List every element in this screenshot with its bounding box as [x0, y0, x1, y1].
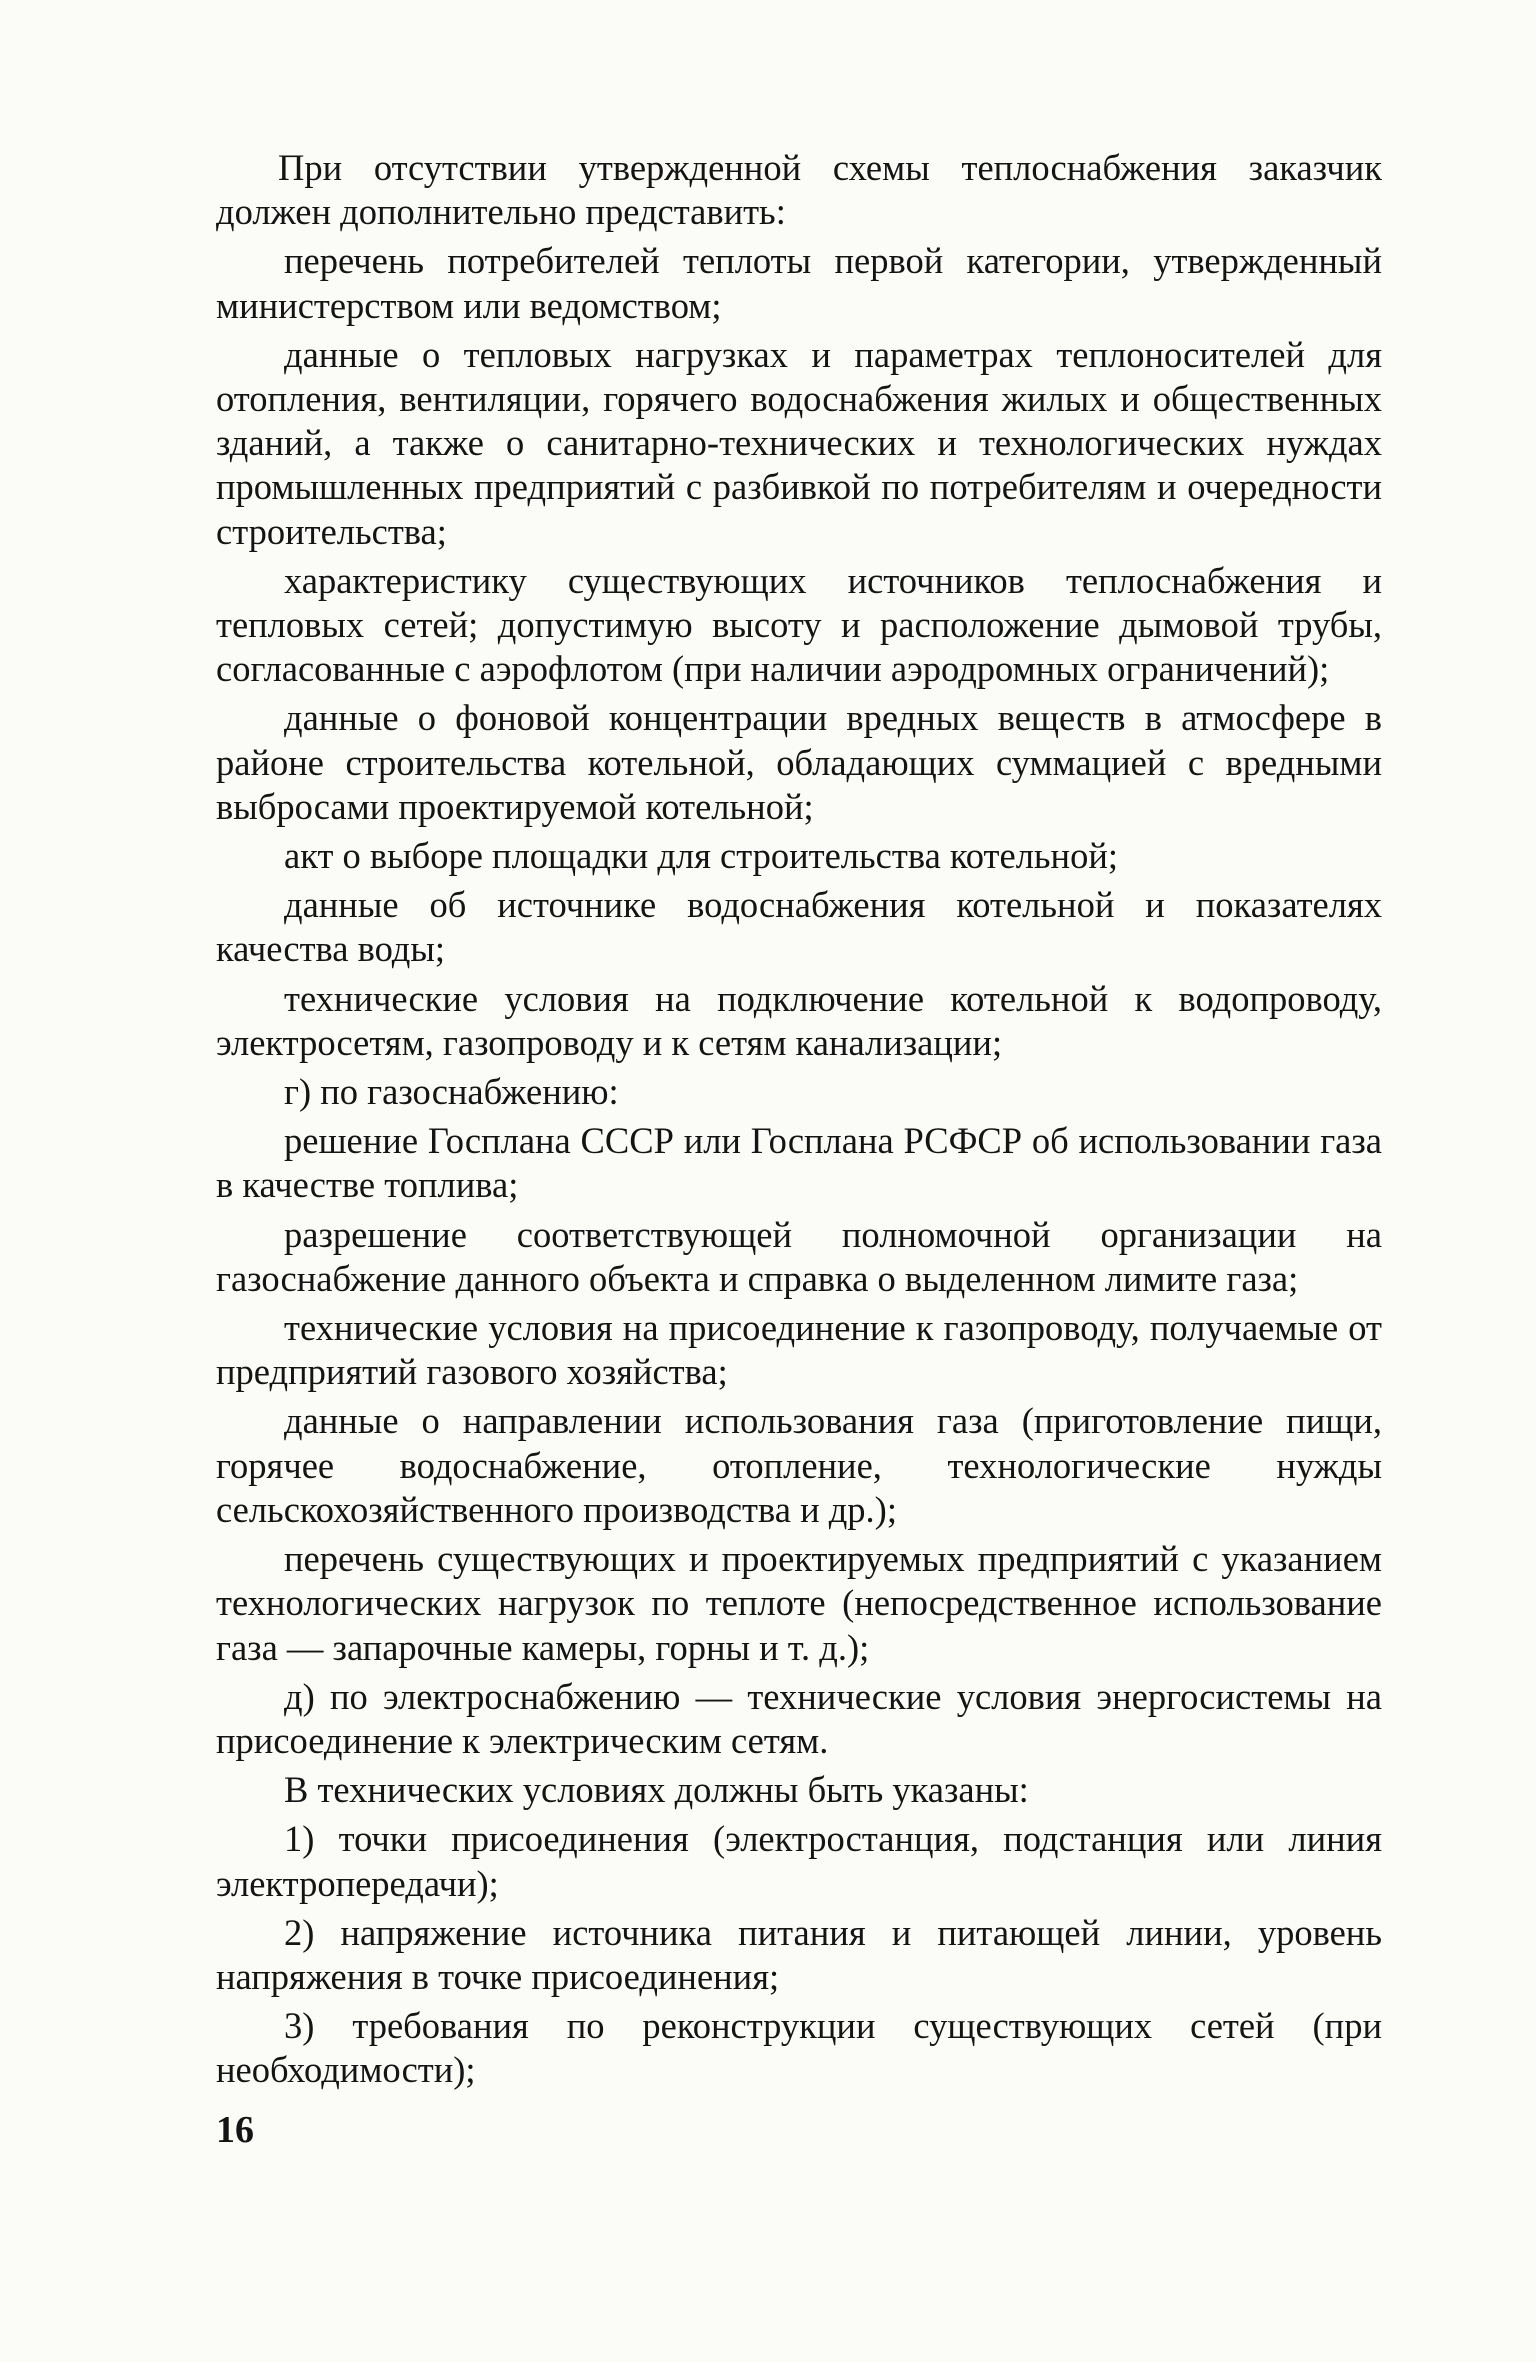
paragraph-heat-loads: данные о тепловых нагрузках и параметрах теплоносителей для отопления, вентиляции, горячего водоснабжения жилых и общественных зданий, а также о санитарно-технических и технологических нуждах промышленных предприятий с разбивкой по потребителям и очередности строительства; — [216, 333, 1382, 552]
paragraph-connection-conditions: технические условия на подключение котельной к водопроводу, электросетям, газопроводу и к сетям канализации; — [216, 977, 1382, 1063]
paragraph-gosplan-decision: решение Госплана СССР или Госплана РСФСР об использовании газа в качестве топлива; — [216, 1120, 1382, 1206]
paragraph-item-1: 1) точки присоединения (электростанция, подстанция или линия электропередачи); — [216, 1818, 1382, 1904]
paragraph-enterprises-list: перечень существующих и проектируемых предприятий с указанием технологических нагрузок по теплоте (непосредственное использование газа — запарочные камеры, горны и т. д.); — [216, 1538, 1382, 1668]
paragraph-gas-connection-conditions: технические условия на присоединение к газопроводу, получаемые от предприятий газового хозяйства; — [216, 1307, 1382, 1393]
paragraph-item-2: 2) напряжение источника питания и питающей линии, уровень напряжения в точке присоединения; — [216, 1911, 1382, 1997]
paragraph-heat-sources: характеристику существующих источников теплоснабжения и тепловых сетей; допустимую высоту и расположение дымовой трубы, согласованные с аэрофлотом (при наличии аэродромных ограничений); — [216, 559, 1382, 690]
paragraph-consumers-list: перечень потребителей теплоты первой категории, утвержденный министерством или ведомством; — [216, 240, 1382, 326]
page-number: 16 — [216, 2109, 254, 2151]
paragraph-conditions-heading: В технических условиях должны быть указаны: — [284, 1769, 1029, 1811]
paragraph-gas-permit: разрешение соответствующей полномочной организации на газоснабжение данного объекта и справка о выделенном лимите газа; — [216, 1213, 1382, 1299]
paragraph-gas-supply-heading: г) по газоснабжению: — [284, 1071, 619, 1113]
paragraph-gas-usage: данные о направлении использования газа (приготовление пищи, горячее водоснабжение, отопление, технологические нужды сельскохозяйственного производства и др.); — [216, 1400, 1382, 1530]
paragraph-item-3: 3) требования по реконструкции существующих сетей (при необходимости); — [216, 2005, 1382, 2091]
paragraph-water-source: данные об источнике водоснабжения котельной и показателях качества воды; — [216, 884, 1382, 970]
paragraph-site-selection-act: акт о выборе площадки для строительства котельной; — [284, 835, 1119, 877]
paragraph-intro: При отсутствии утвержденной схемы теплоснабжения заказчик должен дополнительно представить: — [216, 147, 1382, 233]
body-text — [216, 146, 1382, 2093]
paragraph-power-supply: д) по электроснабжению — технические условия энергосистемы на присоединение к электрическим сетям. — [216, 1675, 1382, 1761]
paragraph-background-concentration: данные о фоновой концентрации вредных веществ в атмосфере в районе строительства котельной, обладающих суммацией с вредными выбросами проектируемой котельной; — [216, 697, 1382, 827]
